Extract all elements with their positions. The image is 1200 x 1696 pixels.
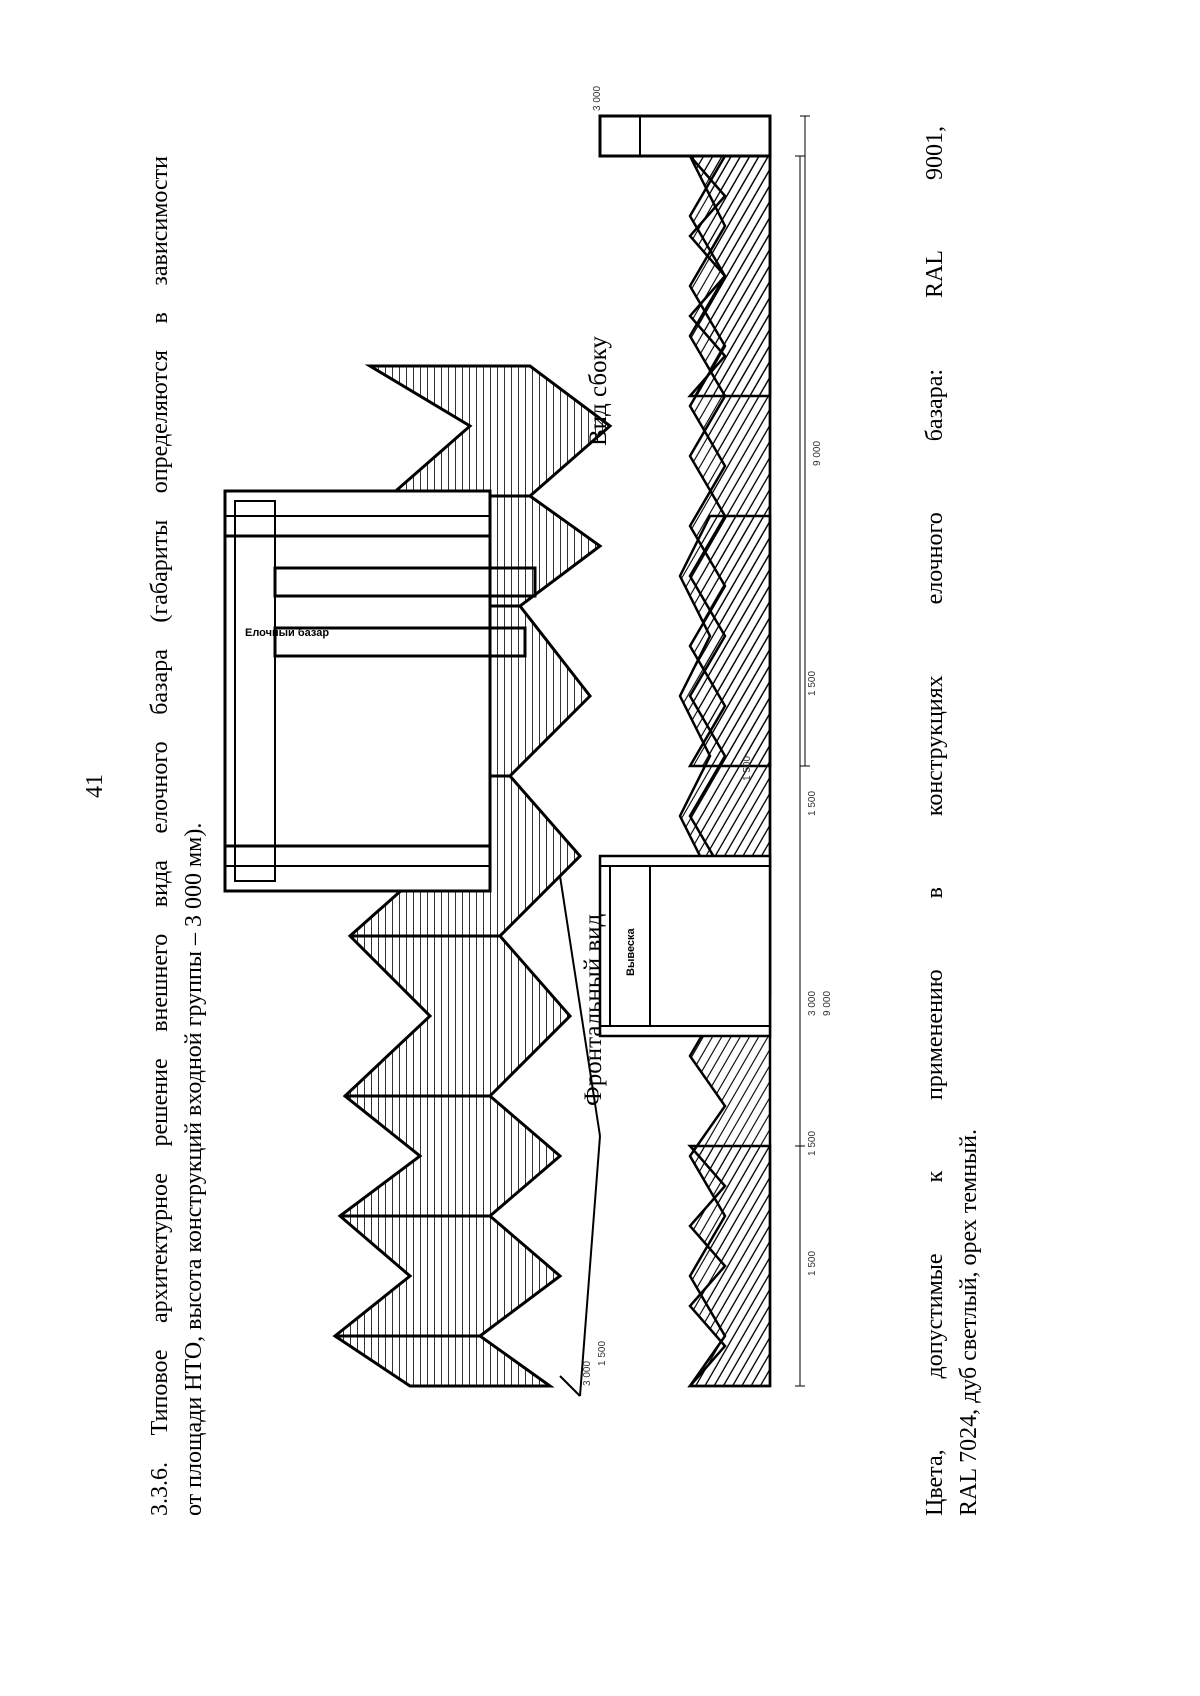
front-dim-w3-total: 9 000 (822, 990, 833, 1016)
caption-side-view: Вид сбоку (585, 336, 612, 446)
heading-line-1: 3.3.6. Типовое архитектурное решение внешнего вида елочного базара (габариты определяются в зависимости (147, 156, 173, 1516)
front-dim-w5: 1 500 (807, 670, 818, 696)
front-dim-w3: 3 000 (807, 990, 818, 1016)
perspective-view (225, 366, 610, 1396)
entrance-gate (225, 491, 535, 891)
perspective-sign-text: Елочный базар (245, 627, 330, 639)
perspective-sign (245, 627, 329, 639)
colors-paragraph (918, 126, 986, 1516)
front-dim-height: 3 000 (582, 1360, 593, 1386)
colors-line-1: Цвета, допустимые к применению в конструкциях елочного базара: RAL 9001, (922, 126, 948, 1516)
caption-front-view: Фронтальный вид (580, 913, 607, 1106)
front-sign-text: Вывеска (625, 928, 637, 976)
page-number: 41 (82, 774, 108, 798)
front-dim-w4: 1 500 (807, 790, 818, 816)
side-dim-fence-height: 1 500 (742, 755, 753, 781)
front-dim-fence-height: 1 500 (597, 1340, 608, 1366)
front-view (582, 156, 833, 1386)
side-dim-height: 3 000 (592, 85, 603, 111)
side-dim-length: 9 000 (812, 440, 823, 466)
colors-line-2: RAL 7024, дуб светлый, орех темный. (956, 1128, 982, 1516)
front-dim-w2: 1 500 (807, 1130, 818, 1156)
heading-line-2: от площади НТО, высота конструкций входной группы – 3 000 мм). (181, 822, 207, 1516)
side-view (592, 86, 823, 781)
side-gate-post (600, 116, 770, 156)
front-dim-w1: 1 500 (807, 1250, 818, 1276)
